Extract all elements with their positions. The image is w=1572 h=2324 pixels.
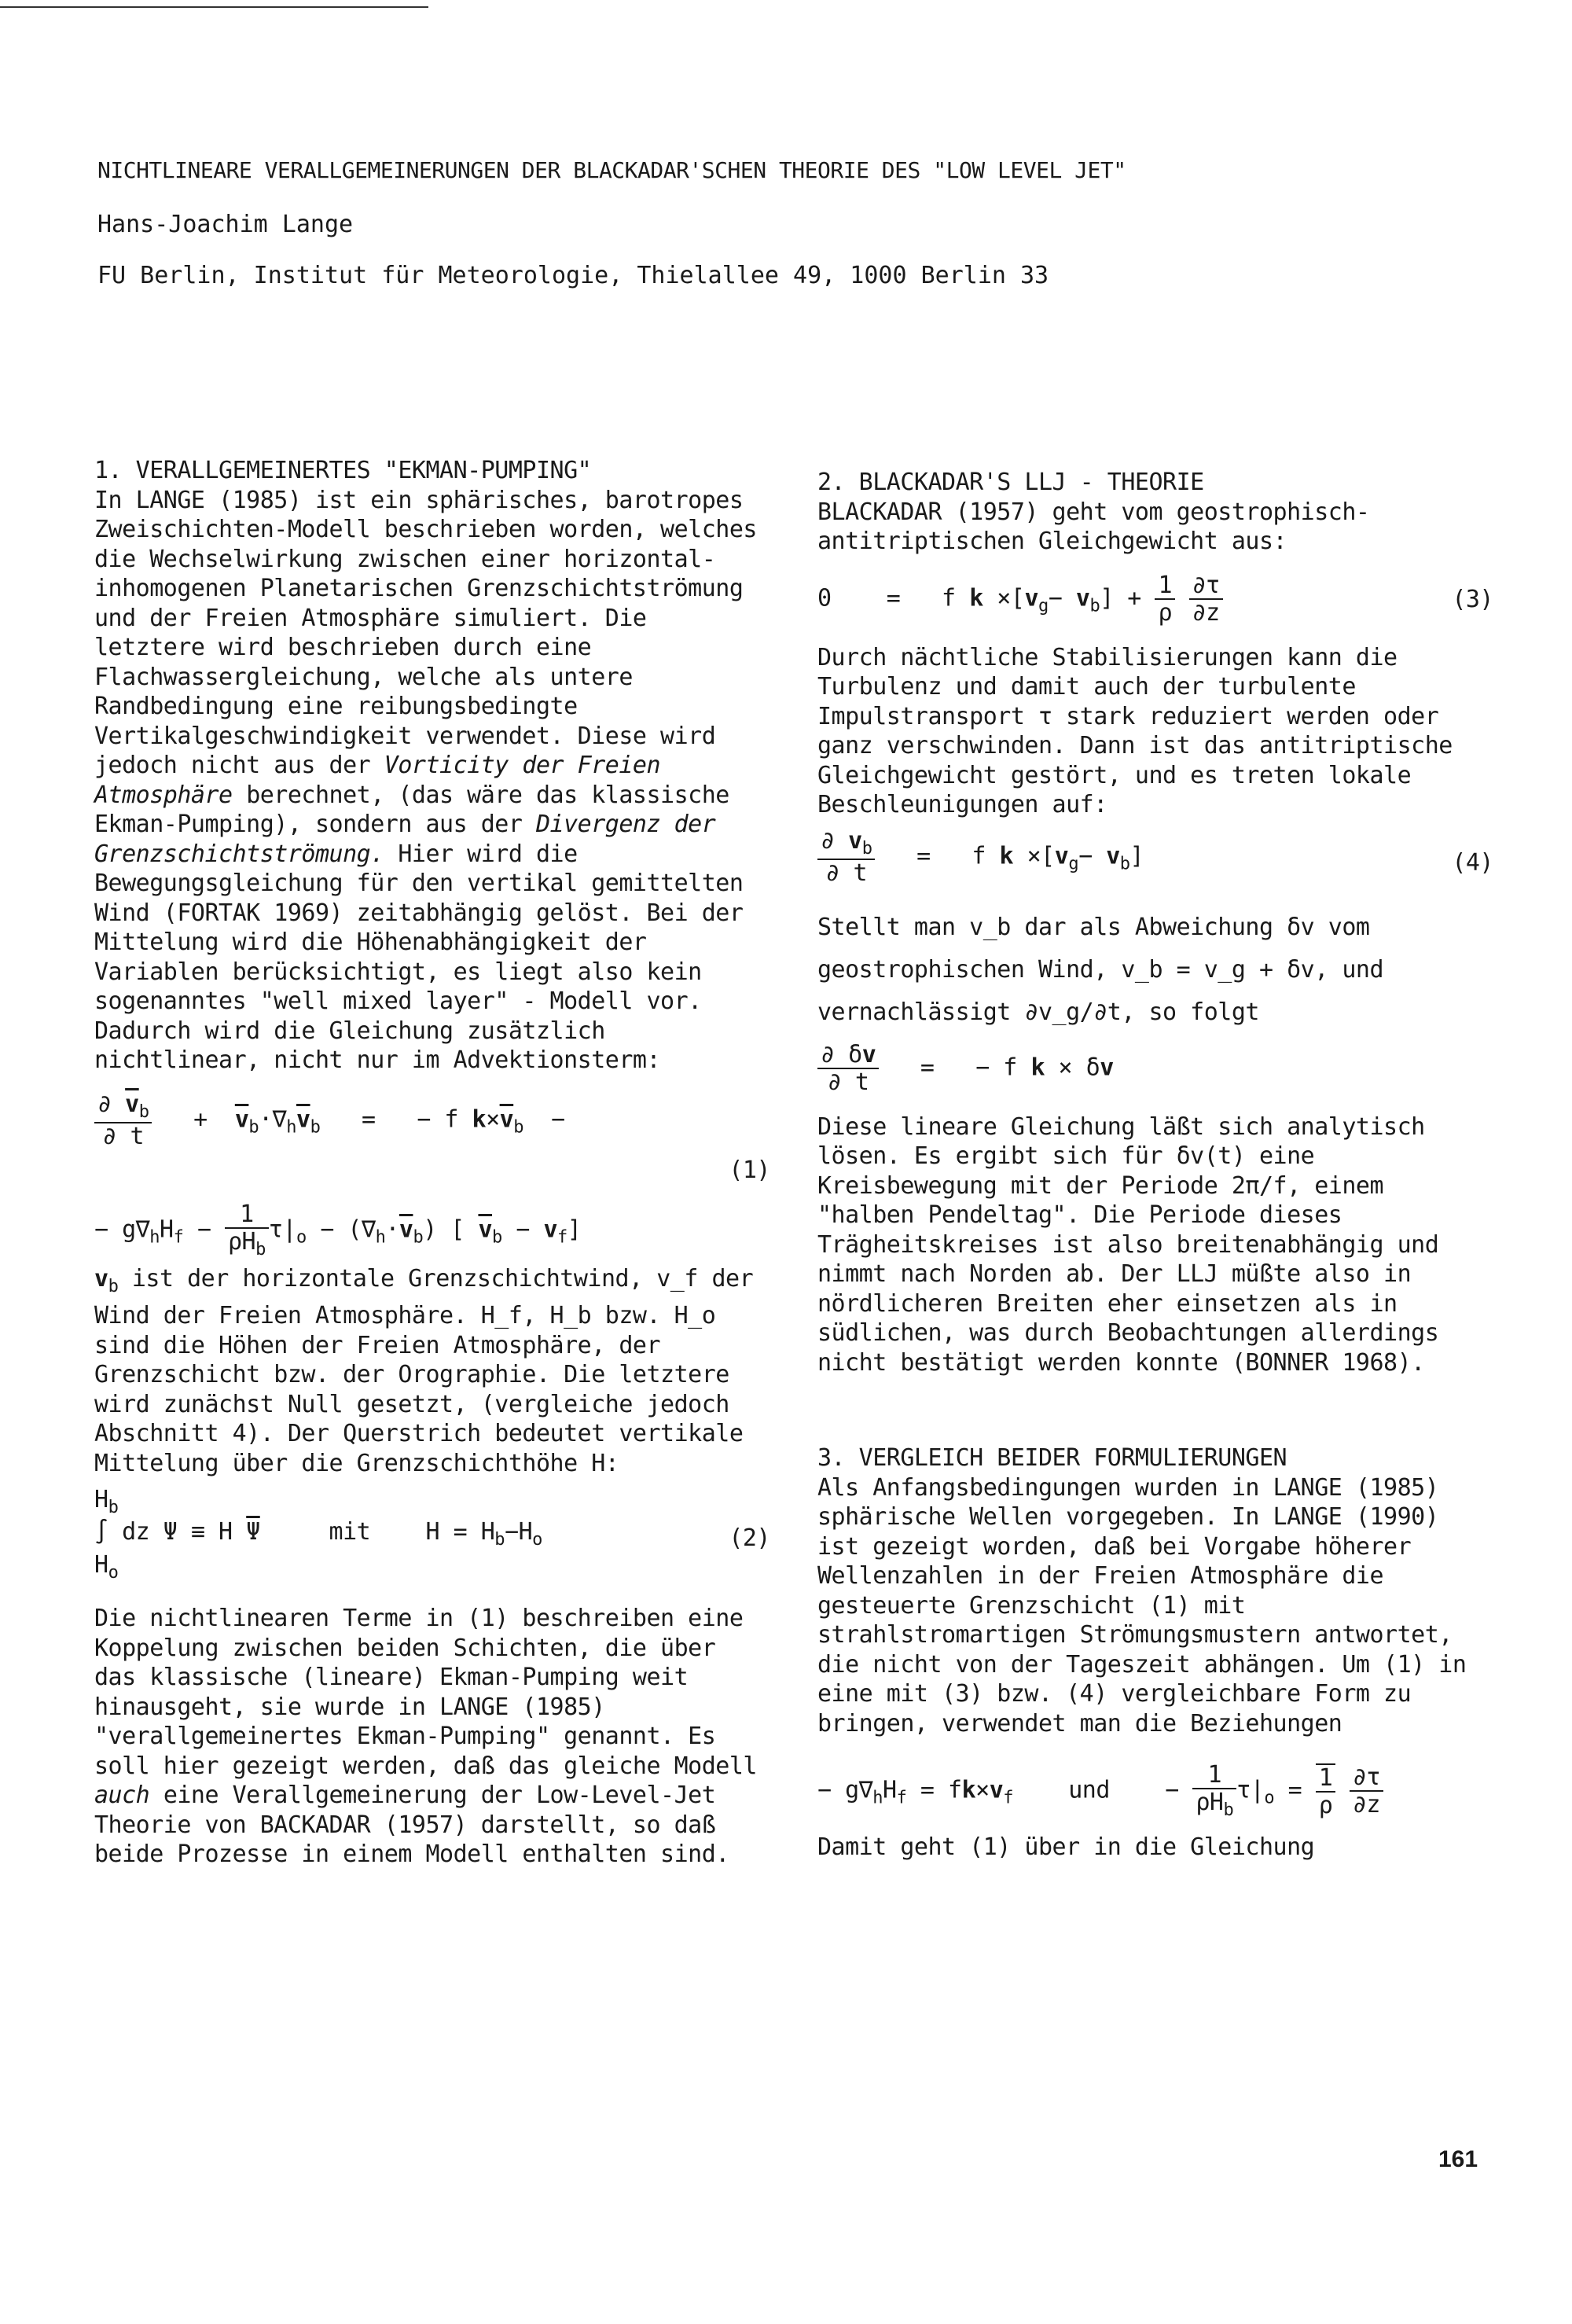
section-1-heading: 1. VERALLGEMEINERTES "EKMAN-PUMPING" [94, 457, 592, 484]
equation-1-number: (1) [729, 1156, 770, 1184]
equation-relations: − $g\nabla_hH_f = fk\times v_f$ und − $\frac{1}{\rho H_b}$ $\tau|_o$ = $\frac{1}{\rho}$ $\frac{\partial\tau}{\partial z}$ [817, 1738, 1493, 1833]
section-2-paragraph-1: BLACKADAR (1957) geht vom geostrophisch-antitriptischen Gleichgewicht aus: [817, 498, 1370, 555]
equation-4: $\frac{\partial v_b}{\partial t}$ = f $k \times[v_g- v_b]$ (4) [817, 820, 1493, 906]
section-1-paragraph-1: In LANGE (1985) ist ein sphärisches, barotropes Zweischichten-Modell beschrieben worden, welches die Wechselwirkung zwischen einer horizontal-inhomogenen Planetarischen Grenzschichtströmung und der Freien Atmosphäre simuliert. Die letztere wird beschrieben durch eine Flachwassergleichung, welche als untere Randbedingung eine reibungsbedingte Vertikalgeschwindigkeit verwendet. Diese wird jedoch nicht aus der Vorticity der Freien Atmosphäre berechnet, (das wäre das klassische Ekman-Pumping), sondern aus der Divergenz der Grenzschichtströmung. Hier wird die Bewegungsgleichung für den vertikal gemittelten Wind (FORTAK 1969) zeitabhängig gelöst. Bei der Mittelung wird die Höhenabhängigkeit der Variablen berücksichtigt, es liegt also kein sogenanntes "well mixed layer" - Modell vor. Dadurch wird die Gleichung zusätzlich nichtlinear, nicht nur im Advektionsterm: [94, 486, 757, 1074]
top-rule [0, 6, 428, 8]
left-column [94, 456, 770, 1870]
equation-3: 0 = f $k \times[v_g- v_b]$ + $\frac{1}{\rho}$ $\frac{\partial\tau}{\partial z}$ (3) [817, 571, 1493, 627]
equation-1: $\frac{\partial \overline{v}_b}{\partial t}$ + $\overline{v}_b\cdot\nabla_h\overline{v}_b$ = − f $k\times\overline{v}_b$ − (1) [94, 1076, 770, 1193]
section-3-paragraph-2: Damit geht (1) über in die Gleichung [817, 1833, 1315, 1861]
author: Hans-Joachim Lange [97, 211, 354, 238]
section-1-paragraph-3: Die nichtlinearen Terme in (1) beschreiben eine Koppelung zwischen beiden Schichten, die über das klassische (lineare) Ekman-Pumping weit hinausgeht, sie wurde in LANGE (1985) "verallgemeinertes Ekman-Pumping" genannt. Es soll hier gezeigt werden, daß das gleiche Modell auch eine Verallgemeinerung der Low-Level-Jet Theorie von BACKADAR (1957) darstellt, so daß beide Prozesse in einem Modell enthalten sind. [94, 1605, 757, 1868]
right-column [817, 468, 1493, 1863]
affiliation: FU Berlin, Institut für Meteorologie, Thielallee 49, 1000 Berlin 33 [97, 262, 1049, 289]
equation-1-line-2: − $g\nabla_hH_f$ − $\frac{1}{\rho H_b}$ $\tau|_o - (\nabla_h\cdot\overline{v}_b)$ [ $\overline{v}_b - v_f$] [94, 1200, 582, 1259]
section-3-heading: 3. VERGLEICH BEIDER FORMULIERUNGEN [817, 1444, 1287, 1472]
equation-5: $\frac{\partial \delta v}{\partial t}$ = − f k × δv [817, 1034, 1493, 1112]
page-number: 161 [1438, 2146, 1478, 2172]
section-1-paragraph-2: $v_b$ ist der horizontale Grenzschichtwind, v_f der Wind der Freien Atmosphäre. H_f, H_b bzw. H_o sind die Höhen der Freien Atmosphäre, der Grenzschicht bzw. der Orographie. Die letztere wird zunächst Null gesetzt, (vergleiche jedoch Abschnitt 4). Der Querstrich bedeutet vertikale Mittelung über die Grenzschichthöhe H: [94, 1264, 754, 1477]
equation-4-number: (4) [1452, 848, 1493, 877]
section-2-paragraph-3: Stellt man v_b dar als Abweichung δv vom geostrophischen Wind, v_b = v_g + δv, und vernachlässigt ∂v_g/∂t, so folgt [817, 913, 1384, 1026]
section-2-heading: 2. BLACKADAR'S LLJ - THEORIE [817, 469, 1204, 496]
equation-2-number: (2) [729, 1524, 770, 1552]
section-2-paragraph-4: Diese lineare Gleichung läßt sich analytisch lösen. Es ergibt sich für δv(t) eine Kreisbewegung mit der Periode 2π/f, einem "halben Pendeltag". Die Periode dieses Trägheitskreises ist also breitenabhängig und nimmt nach Norden ab. Der LLJ müßte also in nördlicheren Breiten eher einsetzen als in südlichen, was durch Beobachtungen allerdings nicht bestätigt werden konnte (BONNER 1968). [817, 1112, 1439, 1377]
section-3-paragraph-1: Als Anfangsbedingungen wurden in LANGE (1985) sphärische Wellen vorgegeben. In LANGE (1990) ist gezeigt worden, daß bei Vorgabe höherer Wellenzahlen in der Freien Atmosphäre die gesteuerte Grenzschicht (1) mit strahlstromartigen Strömungsmustern antwortet, die nicht von der Tageszeit abhängen. Um (1) in eine mit (3) bzw. (4) vergleichbare Form zu bringen, verwendet man die Beziehungen [817, 1473, 1467, 1737]
equation-3-number: (3) [1452, 585, 1493, 613]
equation-2: $H_b$ ∫ dz Ψ ≡ H $\overline{\Psi}$ mit $H = H_b-H_o$ $H_o$ (2) [94, 1486, 770, 1583]
and-word: und [1068, 1776, 1110, 1804]
paper-title: NICHTLINEARE VERALLGEMEINERUNGEN DER BLACKADAR'SCHEN THEORIE DES "LOW LEVEL JET" [97, 157, 1126, 183]
section-2-paragraph-2: Durch nächtliche Stabilisierungen kann die Turbulenz und damit auch der turbulente Impulstransport τ stark reduziert werden oder ganz verschwinden. Dann ist das antitriptische Gleichgewicht gestört, und es treten lokale Beschleunigungen auf: [817, 643, 1453, 818]
